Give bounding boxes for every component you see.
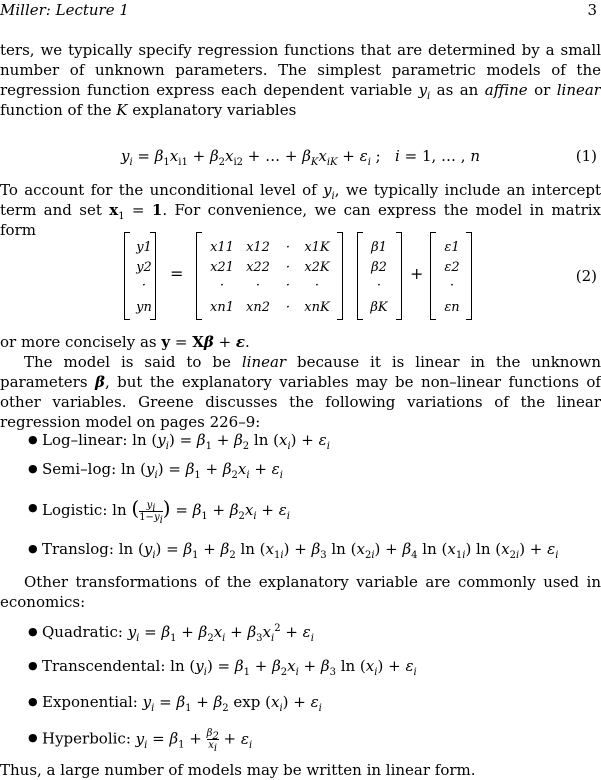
paragraph-other: Other transformations of the explanatory variable are commonly used in economics:: [0, 573, 601, 611]
bullet-icon: ●: [28, 659, 38, 672]
y-cell: y2: [136, 260, 152, 275]
bullet-icon: ●: [28, 542, 38, 555]
bullet-icon: ●: [28, 462, 38, 475]
beta-cell: ·: [376, 278, 382, 293]
x-cell: ·: [285, 300, 291, 315]
x-cell: ·: [285, 240, 291, 255]
y-cell: y1: [136, 240, 152, 255]
beta-cell: β1: [371, 240, 387, 255]
x-cell: ·: [285, 260, 291, 275]
bracket-right: [337, 232, 343, 320]
bullet-icon: ●: [28, 695, 38, 708]
paragraph-intercept: To account for the unconditional level of $y_i$, we typically include an intercept term and set $x_1 = 1$. For convenience, we can express the model in matrix form: [0, 181, 601, 239]
paragraph-intro: ters, we typically specify regression functions that are determined by a small number of unknown parameters. The simplest parametric models of the regression function express each dependent variable $y_i$ as an affine or linear function of the K explanatory variables: [0, 41, 601, 119]
y-cell: ·: [141, 278, 147, 293]
x-cell: ·: [314, 278, 320, 293]
beta-cell: β2: [371, 260, 387, 275]
x-cell: x2K: [304, 260, 330, 275]
beta-cell: βK: [370, 300, 388, 315]
bullet-icon: ●: [28, 501, 38, 514]
x-cell: x22: [246, 260, 270, 275]
plus-sign: +: [410, 264, 424, 283]
x-cell: xnK: [304, 300, 330, 315]
equals-sign: =: [170, 264, 184, 283]
eps-cell: ε1: [444, 240, 460, 255]
bullet-icon: ●: [28, 731, 38, 744]
page-number: 3: [587, 1, 597, 19]
x-cell: ·: [219, 278, 225, 293]
bullet-icon: ●: [28, 433, 38, 446]
x-cell: x21: [210, 260, 234, 275]
running-head: Miller: Lecture 1: [0, 1, 129, 19]
eps-cell: ε2: [444, 260, 460, 275]
x-cell: x1K: [304, 240, 330, 255]
paragraph-linear: The model is said to be linear because it is linear in the unknown parameters β, but the explanatory variables may be non–linear functions of other variables. Greene discusses the following variations of the linear regression model on pages 226–9:: [0, 353, 601, 431]
x-cell: xn1: [210, 300, 234, 315]
equation-1: $y_i = \beta_1x_{i1} + \beta_2x_{i2}$ + … + $\beta_Kx_{iK} + \varepsilon_i$ ; i = 1, … , n (1): [120, 147, 597, 168]
bullet-icon: ●: [28, 625, 38, 638]
y-cell: yn: [136, 300, 152, 315]
page-header: [0, 0, 601, 20]
bracket-left: [196, 232, 202, 320]
x-cell: x12: [246, 240, 270, 255]
x-cell: x11: [210, 240, 234, 255]
equation-1-number: (1): [575, 147, 597, 165]
x-cell: ·: [255, 278, 261, 293]
eps-cell: εn: [444, 300, 460, 315]
x-cell: ·: [285, 278, 291, 293]
equation-2: [0, 232, 601, 332]
equation-2-number: (2): [575, 267, 597, 285]
eps-cell: ·: [449, 278, 455, 293]
x-cell: xn2: [246, 300, 270, 315]
paragraph-concise: or more concisely as y = Xβ + ε.: [0, 333, 250, 351]
paragraph-conclusion: Thus, a large number of models may be written in linear form.: [0, 761, 476, 779]
